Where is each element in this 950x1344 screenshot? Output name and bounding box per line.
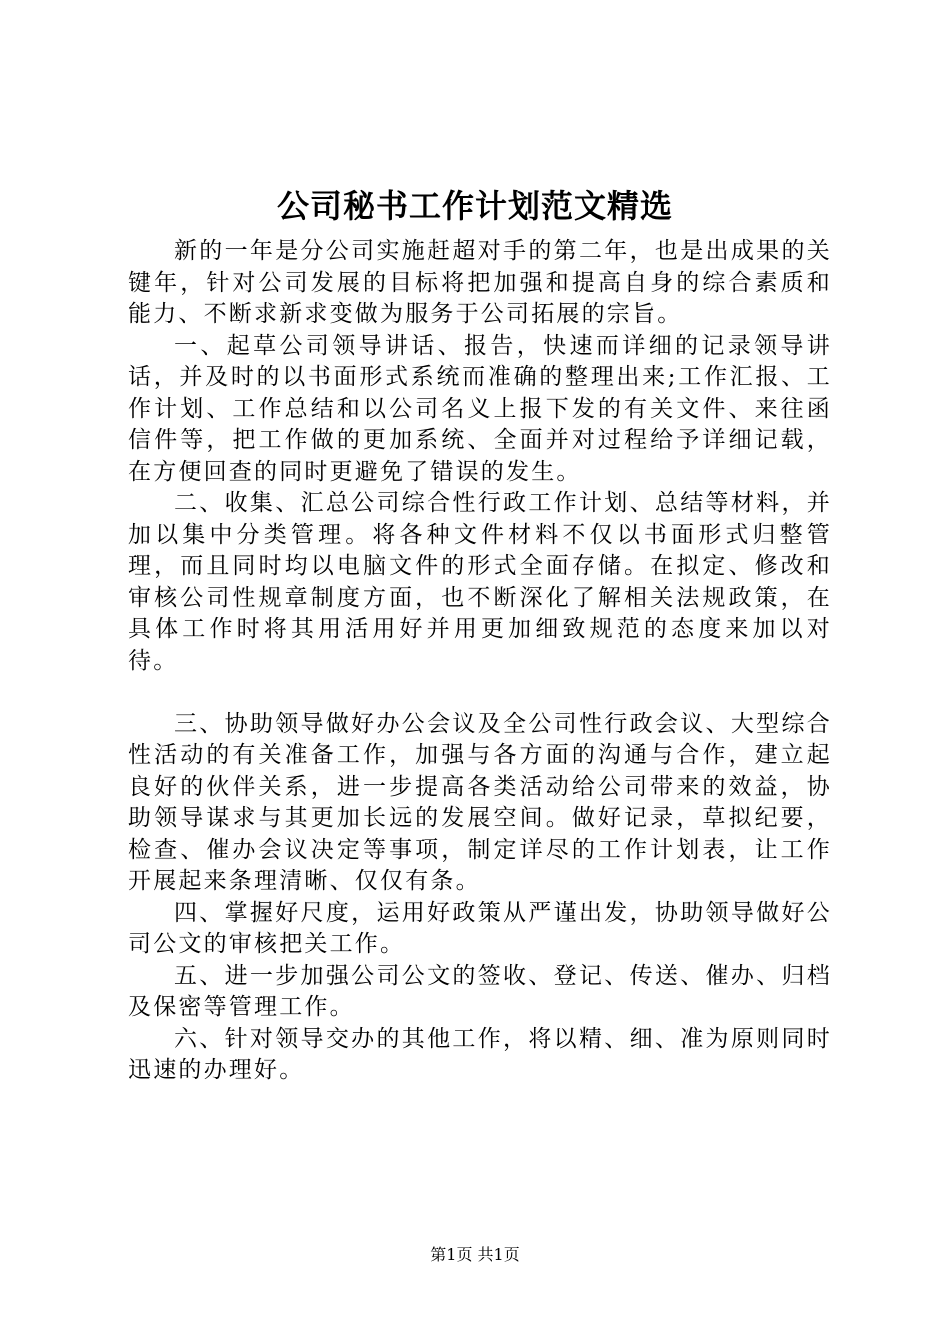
page-number: 第1页 共1页	[430, 1245, 520, 1264]
item-one-paragraph: 一、起草公司领导讲话、报告，快速而详细的记录领导讲话，并及时的以书面形式系统而准确的整理出来;工作汇报、工作计划、工作总结和以公司名义上报下发的有关文件、来往函信件等，把工作做的更加系统、全面并对过程给予详细记载，在方便回查的同时更避免了错误的发生。	[128, 332, 832, 485]
item-two-paragraph: 二、收集、汇总公司综合性行政工作计划、总结等材料，并加以集中分类管理。将各种文件材料不仅以书面形式归整管理，而且同时均以电脑文件的形式全面存储。在拟定、修改和审核公司性规章制度方面，也不断深化了解相关法规政策，在具体工作时将其用活用好并用更加细致规范的态度来加以对待。	[128, 490, 832, 674]
blank-line	[128, 677, 832, 709]
item-five-paragraph: 五、进一步加强公司公文的签收、登记、传送、催办、归档及保密等管理工作。	[128, 962, 832, 1020]
item-four-paragraph: 四、掌握好尺度，运用好政策从严谨出发，协助领导做好公司公文的审核把关工作。	[128, 899, 832, 957]
document-title: 公司秘书工作计划范文精选	[276, 187, 673, 225]
intro-paragraph: 新的一年是分公司实施赶超对手的第二年，也是出成果的关键年，针对公司发展的目标将把加强和提高自身的综合素质和能力、不断求新求变做为服务于公司拓展的宗旨。	[128, 238, 832, 327]
item-six-paragraph: 六、针对领导交办的其他工作，将以精、细、准为原则同时迅速的办理好。	[128, 1025, 832, 1083]
item-three-paragraph: 三、协助领导做好办公会议及全公司性行政会议、大型综合性活动的有关准备工作，加强与各方面的沟通与合作，建立起良好的伙伴关系，进一步提高各类活动给公司带来的效益，协助领导谋求与其更加长远的发展空间。做好记录，草拟纪要，检查、催办会议决定等事项，制定详尽的工作计划表，让工作开展起来条理清晰、仅仅有条。	[128, 710, 832, 894]
document-body	[128, 236, 832, 1087]
